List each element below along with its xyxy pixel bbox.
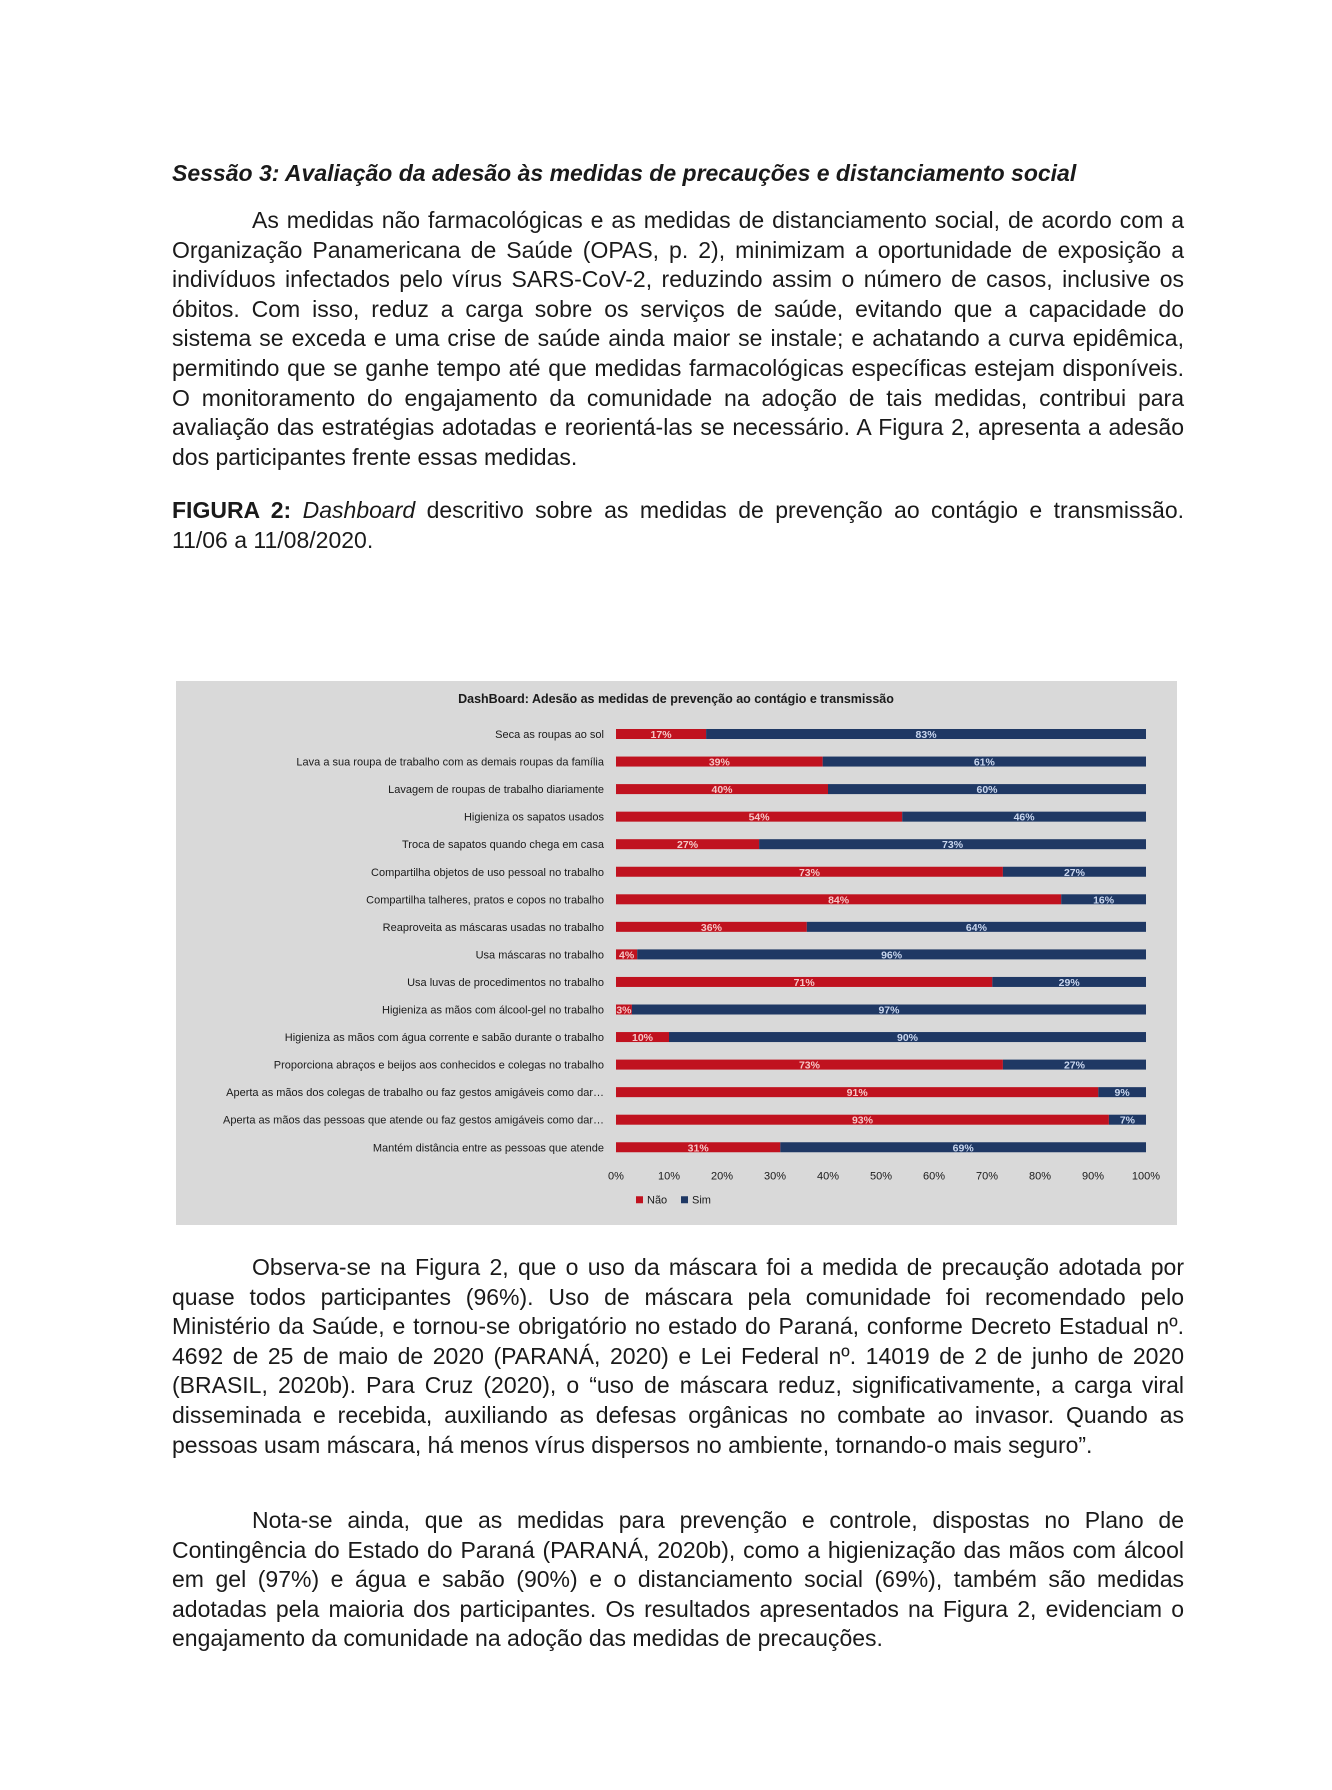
data-label: 73%	[798, 1059, 820, 1072]
data-label: 39%	[708, 756, 730, 769]
data-label: 93%	[851, 1114, 873, 1127]
category-label: Troca de sapatos quando chega em casa	[401, 839, 604, 852]
data-label: 36%	[700, 921, 722, 934]
category-label: Higieniza os sapatos usados	[463, 811, 604, 824]
legend-swatch-sim	[681, 1196, 688, 1203]
category-label: Proporciona abraços e beijos aos conhecidos e colegas no trabalho	[273, 1059, 604, 1072]
data-label: 4%	[619, 949, 635, 962]
category-label: Lavagem de roupas de trabalho diariamente	[388, 784, 604, 797]
data-label: 10%	[631, 1032, 654, 1045]
category-label: Usa máscaras no trabalho	[475, 949, 604, 962]
data-label: 46%	[1013, 811, 1035, 824]
category-label: Aperta as mãos das pessoas que atende ou faz gestos amigáveis como dar…	[223, 1114, 604, 1127]
legend-label-nao: Não	[647, 1194, 668, 1207]
category-label: Aperta as mãos dos colegas de trabalho ou faz gestos amigáveis como dar…	[226, 1087, 604, 1100]
page-body	[172, 158, 1184, 556]
data-label: 84%	[828, 894, 850, 907]
data-label: 40%	[711, 784, 733, 797]
data-label: 73%	[798, 866, 820, 879]
data-label: 27%	[1063, 1059, 1085, 1072]
category-label: Reaproveita as máscaras usadas no trabalho	[382, 921, 604, 934]
category-label: Compartilha talheres, pratos e copos no trabalho	[366, 894, 604, 907]
paragraph-hand-hygiene-discussion: Nota-se ainda, que as medidas para prevenção e controle, dispostas no Plano de Contingência do Estado do Paraná (PARANÁ, 2020b), como a higienização das mãos com álcool em gel (97%) e água e sabão (90%) e o distanciamento social (69%), também são medidas adotadas pela maioria dos participantes. Os resultados apresentados na Figura 2, evidenciam o engajamento da comunidade na adoção das medidas de precauções.	[172, 1507, 1184, 1652]
data-label: 83%	[915, 729, 937, 741]
x-tick-label: 40%	[816, 1170, 840, 1183]
x-tick-label: 30%	[763, 1170, 787, 1183]
x-tick-label: 100%	[1131, 1170, 1161, 1183]
stacked-bar-chart	[176, 681, 1177, 1225]
legend-swatch-nao	[636, 1196, 643, 1203]
data-label: 73%	[942, 839, 964, 852]
paragraph-intro: As medidas não farmacológicas e as medidas de distanciamento social, de acordo com a Organização Panamericana de Saúde (OPAS, p. 2), minimizam a oportunidade de exposição a indivíduos infectados pelo vírus SARS-CoV-2, reduzindo assim o número de casos, inclusive os óbitos. Com isso, reduz a carga sobre os serviços de saúde, evitando que a capacidade do sistema se exceda e uma crise de saúde ainda maior se instale; e achatando a curva epidêmica, permitindo que se ganhe tempo até que medidas farmacológicas específicas estejam disponíveis. O monitoramento do engajamento da comunidade na adoção de tais medidas, contribui para avaliação das estratégias adotadas e reorientá-las se necessário. A Figura 2, apresenta a adesão dos participantes frente essas medidas.	[172, 207, 1184, 470]
category-label: Mantém distância entre as pessoas que atende	[372, 1142, 604, 1155]
figure-label: FIGURA 2:	[172, 497, 292, 524]
x-tick-label: 10%	[657, 1170, 681, 1183]
figure-caption-text: descritivo sobre as medidas de prevenção ao contágio e transmissão. 11/06 a 11/08/2020.	[172, 497, 1185, 553]
chart-title: DashBoard: Adesão as medidas de prevenção ao contágio e transmissão	[458, 692, 894, 706]
data-label: 71%	[793, 976, 815, 989]
x-tick-label: 70%	[975, 1170, 999, 1183]
x-tick-label: 20%	[710, 1170, 734, 1183]
category-label: Usa luvas de procedimentos no trabalho	[407, 976, 604, 989]
data-label: 69%	[952, 1142, 974, 1155]
data-label: 61%	[973, 756, 995, 769]
data-label: 27%	[1063, 866, 1085, 879]
x-tick-label: 60%	[922, 1170, 946, 1183]
data-label: 97%	[878, 1004, 900, 1017]
category-label: Seca as roupas ao sol	[495, 729, 604, 741]
category-label: Lava a sua roupa de trabalho com as demais roupas da família	[296, 756, 604, 769]
section-heading: Sessão 3: Avaliação da adesão às medidas de precauções e distanciamento social	[172, 160, 1077, 186]
dashboard-figure	[176, 681, 1177, 1225]
data-label: 9%	[1114, 1087, 1130, 1100]
paragraph-mask-discussion: Observa-se na Figura 2, que o uso da máscara foi a medida de precaução adotada por quase todos participantes (96%). Uso de máscara pela comunidade foi recomendado pelo Ministério da Saúde, e tornou-se obrigatório no estado do Paraná, conforme Decreto Estadual nº. 4692 de 25 de maio de 2020 (PARANÁ, 2020) e Lei Federal nº. 14019 de 2 de junho de 2020 (BRASIL, 2020b). Para Cruz (2020), o “uso de máscara reduz, significativamente, a carga viral disseminada e recebida, auxiliando as defesas orgânicas no combate ao invasor. Quando as pessoas usam máscara, há menos vírus dispersos no ambiente, tornando-o mais seguro”.	[172, 1254, 1184, 1458]
x-tick-label: 0%	[608, 1170, 624, 1183]
data-label: 29%	[1058, 976, 1080, 989]
data-label: 7%	[1119, 1114, 1136, 1127]
data-label: 16%	[1093, 894, 1115, 907]
data-label: 17%	[650, 729, 672, 741]
data-label: 90%	[896, 1032, 919, 1045]
data-label: 3%	[616, 1004, 632, 1017]
category-label: Higieniza as mãos com álcool-gel no trabalho	[382, 1004, 604, 1017]
legend-label-sim: Sim	[692, 1194, 711, 1207]
data-label: 27%	[677, 839, 699, 852]
data-label: 60%	[976, 784, 998, 797]
x-tick-label: 80%	[1028, 1170, 1052, 1183]
data-label: 64%	[965, 921, 987, 934]
category-label: Compartilha objetos de uso pessoal no trabalho	[371, 866, 604, 879]
data-label: 96%	[881, 949, 903, 962]
x-tick-label: 90%	[1081, 1170, 1105, 1183]
data-label: 91%	[846, 1087, 868, 1100]
category-label: Higieniza as mãos com água corrente e sabão durante o trabalho	[284, 1032, 604, 1045]
figure-caption	[172, 496, 1184, 555]
data-label: 31%	[687, 1142, 709, 1155]
figure-caption-italic: Dashboard	[302, 497, 416, 524]
x-tick-label: 50%	[869, 1170, 893, 1183]
data-label: 54%	[748, 811, 770, 824]
